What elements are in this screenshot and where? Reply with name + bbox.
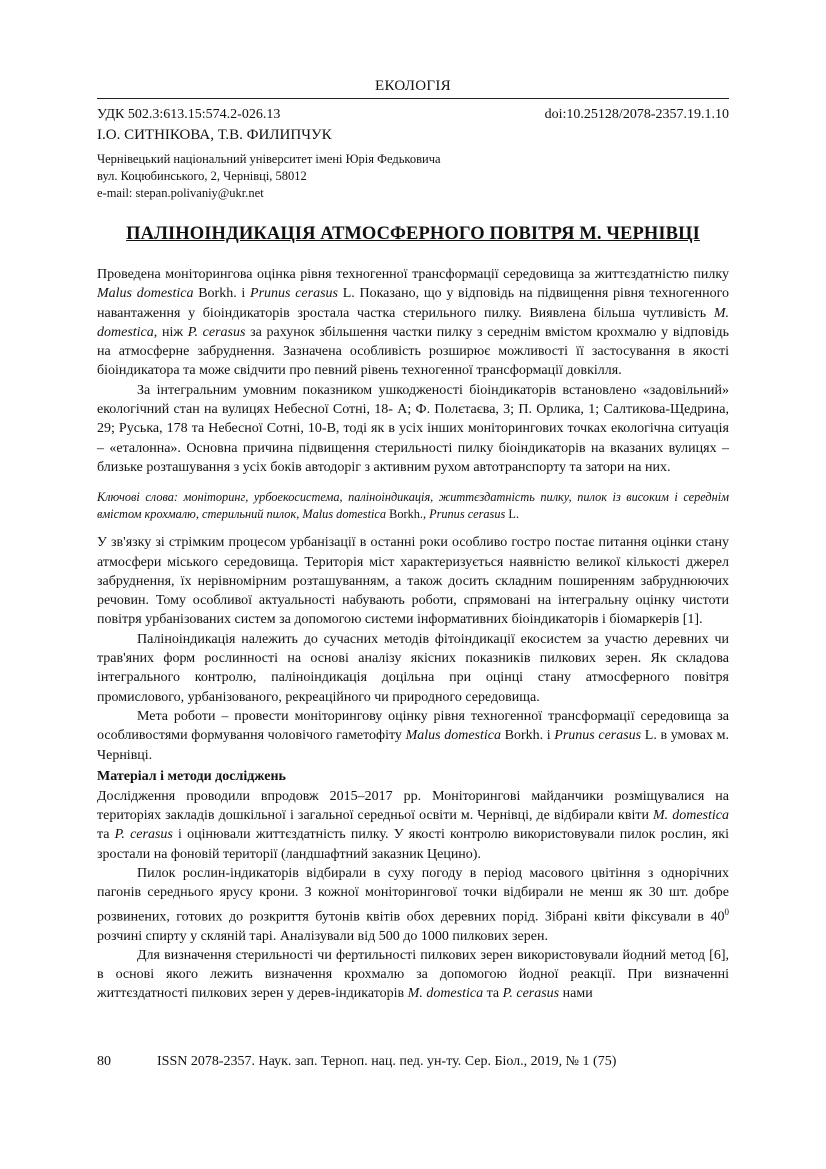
article-title: ПАЛІНОІНДИКАЦІЯ АТМОСФЕРНОГО ПОВІТРЯ М. ЧЕРНІВЦІ [126,224,700,244]
abstract-paragraph-1: Проведена моніторингова оцінка рівня техногенної трансформації середовища за життєздатністю пилку Malus domestica Borkh. і Prunus cerasus L. Показано, що у відповідь на підвищення рівня техногенного навантаження у біоіндикаторів зростала частка стерильного пилку. Виявлена більша чутливість M. domestica, ніж P. cerasus за рахунок збільшення частки пилку з середнім вмістом крохмалю у відповідь на атмосферне забруднення. Зазначена особливість розширює можливості її застосування в якості біоіндикатора та може свідчити про певний рівень техногенної трансформації довкілля. [97,267,730,379]
page-footer [97,1054,729,1070]
journal-citation: ISSN 2078-2357. Наук. зап. Терноп. нац. пед. ун-ту. Сер. Біол., 2019, № 1 (75) [157,1054,617,1069]
intro-paragraph-3: Мета роботи – провести моніторингову оцінку рівня техногенної трансформації середовища за особливостями формування чоловічого гаметофіту Malus domestica Borkh. і Prunus cerasus L. в умовах м. Чернівці. [97,708,730,763]
intro-paragraph-1: У зв'язку зі стрімким процесом урбанізації в останні роки особливо гостро постає питання оцінки стану атмосфери міського середовища. Територія міст характеризується наявністю великої кількості джерел забруднення, їх нерівномірним розташуванням, а також досить складним поширенням забруднюючих речовин. Тому особливої актуальності набувають роботи, спрямовані на інтегральну оцінку чистоти повітря урбанізованих систем за допомогою системи інформативних біоіндикаторів і біомаркерів [1]. [97,535,729,628]
intro-paragraph-2: Паліноіндикація належить до сучасних методів фітоіндикації екосистем за участю деревних чи трав'яних форм рослинності на основі аналізу якісних показників пилкових зерен. Як складова інтегрального контролю, паліноіндикація доцільна при оцінці стану атмосферного повітря промислового, урбанізованого, рекреаційного чи природного середовища. [97,631,729,705]
affiliation [97,151,729,202]
page-number: 80 [97,1054,111,1069]
affiliation-org: Чернівецький національний університет імені Юрія Федьковича [97,152,441,166]
doi[interactable]: doi:10.25128/2078-2357.19.1.10 [544,107,729,122]
udc-code: УДК 502.3:613.15:574.2-026.13 [97,107,281,122]
methods-paragraph-3: Для визначення стерильності чи фертильності пилкових зерен використовували йодний метод [6], в основі якого лежить визначення крохмалю за допомогою йодної реакції. При визначенні життєздатності пилкових зерен у дерев-індикаторів M. domestica та P. cerasus нами [97,947,729,1002]
page [97,78,729,1004]
methods-paragraph-2: Пилок рослин-індикаторів відбирали в суху погоду в період масового цвітіння з однорічних пагонів середнього ярусу крони. З кожної моніторингової точки відбирали не менш як 30 шт. добре розвинених, готових до розкриття бутонів квітів обох деревних порід. Зібрані квіти фіксували в $40^0$ розчині спирту у скляній тарі. Аналізували від 500 до 1000 пилкових зерен. [97,866,729,944]
affiliation-email[interactable]: e-mail: stepan.polivaniy@ukr.net [97,186,264,200]
meta-line [97,107,729,123]
abstract-paragraph-2: За інтегральним умовним показником ушкодженості біоіндикаторів встановлено «задовільний» екологічний стан на вулицях Небесної Сотні, 18- А; Ф. Полєтаєва, 3; П. Орлика, 1; Салтикова-Щедрина, 29; Руська, 178 та Небесної Сотні, 10-В, тоді як в усіх інших моніторингових точках екологічна ситуація – «еталонна». Основна причина підвищення стерильності пилку біоіндикаторів на вказаних вулицях – близьке розташування з усіх боків автодоріг з активним рухом автотранспорту та затори на них. [97,382,729,475]
methods-paragraph-1: Дослідження проводили впродовж 2015–2017 рр. Моніторингові майданчики розміщувалися на територіях закладів дошкільної і загальної середньої освіти м. Чернівці, де відбирали квіти M. domestica та P. cerasus і оцінювали життєздатність пилку. У якості контролю використовували пилок рослин, які зростали на фоновій території (ландшафтний заказник Цецино). [97,788,730,862]
affiliation-address: вул. Коцюбинського, 2, Чернівці, 58012 [97,169,307,183]
keywords: Ключові слова: моніторинг, урбоекосистема, паліноіндикація, життєздатність пилку, пилок із високим і середнім вмістом крохмалю, стерильний пилок, Malus domestica Borkh., Prunus cerasus L. [97,490,729,522]
methods-heading: Матеріал і методи досліджень [97,768,286,784]
section-header: ЕКОЛОГІЯ [97,78,729,99]
authors: І.О. СИТНІКОВА, Т.В. ФИЛИПЧУК [97,127,332,143]
